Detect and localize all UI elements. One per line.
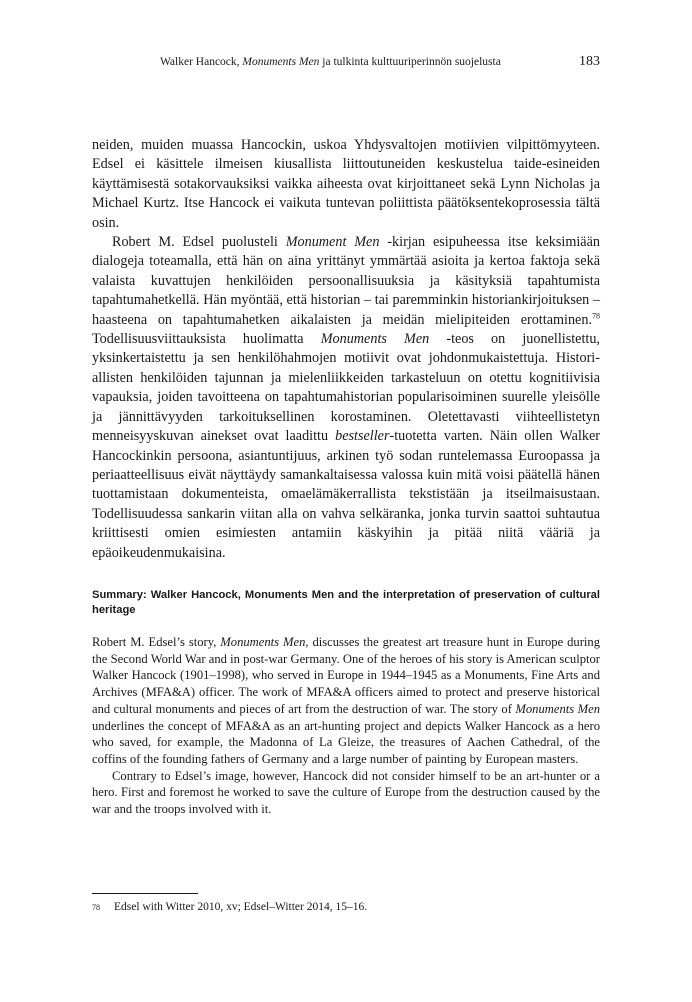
text-run: -teos on juonellistettu, yksinkertaistettu ja sen henkilöhahmojen motiivit ovat johdonmukaistettuja. Historiallisten henkilöiden tajunnan ja mielenliikkeiden tarkasteluun on otettu kognitiivisia vapauksia, joiden tavoitteena on tapahtumahistorian popularisoiminen suurelle yleisölle ja jännittävyyden tarkoituksellinen korostaminen. Oletettavasti viihteellistetyn menneisyyskuvan ainekset ovat laadittu	[92, 331, 600, 445]
italic-term: bestseller	[335, 428, 390, 445]
summary-text	[92, 634, 600, 818]
body-paragraph-2	[92, 233, 600, 563]
footnote-number: 78	[92, 903, 100, 912]
running-title-post: ja tulkinta kulttuuriperinnön suojelusta	[319, 56, 501, 68]
italic-title: Monuments Men,	[220, 635, 309, 649]
text-run: -tuotetta varten. Näin ollen Walker Hancockinkin persoona, asiantuntijuus, arkinen työ sodan runtelemassa Euroopassa ja periaatteellisuus eivät näyttäydy samankaltaisessa valossa kuin mitä voisi päätellä hänen tuottamistaan dokumenteista, omaelämäkerrallista tekstistään ja itseilmaisustaan. Todellisuudessa sankarin viitan alla on vahva selkäranka, jonka turvin saattoi suhtautua kriittisesti omien esimiesten antamiin käskyihin ja pitää niitä vääriä ja epäoikeudenmukaisina.	[92, 428, 600, 561]
running-title-pre: Walker Hancock,	[160, 56, 243, 68]
summary-paragraph-2: Contrary to Edsel’s image, however, Hancock did not consider himself to be an art-hunter or a hero. First and foremost he worked to save the culture of Europe from the destruction caused by the war and the troops involved with it.	[92, 768, 600, 817]
italic-title: Monuments Men	[320, 331, 430, 348]
footnote-text: Edsel with Witter 2010, xv; Edsel–Witter 2014, 15–16.	[114, 901, 368, 913]
italic-title: Monuments Men	[515, 701, 600, 716]
running-title	[160, 56, 501, 68]
summary-paragraph-1	[92, 634, 600, 768]
running-header	[92, 54, 600, 74]
text-run: discusses the greatest art treasure hunt in Europe during the Second World War and in post-war Germany. One of the heroes of his story is American sculptor Walker Hancock (1901–1998), who served in Europe in 1944–1945 as a Monuments, Fine Arts and Archives (MFA&A) officer. The work of MFA&A officers aimed to protect and preserve historical and cultural monuments and pieces of art from the destruction of war. The story of	[92, 635, 600, 716]
footnote	[92, 900, 600, 915]
text-run: Todellisuusviittauksista huolimatta	[92, 331, 321, 348]
text-run: Robert M. Edsel puolusteli	[112, 234, 286, 251]
text-run: Robert M. Edsel’s story,	[92, 635, 221, 649]
running-title-em: Monuments Men	[242, 56, 320, 68]
italic-title: Monument Men	[285, 234, 380, 251]
text-run: -kirjan esipuheessa itse keksimiään dialogeja toteamalla, että hän on aina yrittänyt ymmärtää asioita ja kertoa faktoja sekä valaista kuvattujen henkilöiden persoonallisuuksia ja käsityksiä tapahtumista tapahtumahetkellä. Hän myöntää, että historian – tai paremminkin historiankirjoituksen – haasteena on tapahtumahetken aikalaisten ja meidän mielipiteiden erottaminen.	[92, 234, 600, 328]
footnote-divider	[92, 893, 198, 894]
body-paragraph-1: neiden, muiden muassa Hancockin, uskoa Yhdysvaltojen motiivien vilpittömyyteen. Edsel ei käsittele ilmeisen kiusallista liittoutuneiden keskustelua taide-esineiden käyttämisestä sotakorvauksiksi vaikka aiheesta ovat kirjoittaneet sekä Lynn Nicholas ja Michael Kurtz. Itse Hancock ei vaikuta tuntevan poliittista päätöksentekoprosessia tältä osin.	[92, 137, 600, 231]
summary-heading: Summary: Walker Hancock, Monuments Men and the interpretation of preservation of cultural heritage	[92, 589, 600, 616]
text-run: underlines the concept of MFA&A as an art-hunting project and depicts Walker Hancock as a hero who saved, for example, the Madonna of La Gleize, the treasures of Aachen Cathedral, of the coffins of the founding fathers of Germany and a large number of painting by European masters.	[92, 718, 600, 766]
page-number: 183	[579, 54, 600, 69]
body-text	[92, 136, 600, 563]
footnote-reference[interactable]: 78	[592, 310, 600, 320]
